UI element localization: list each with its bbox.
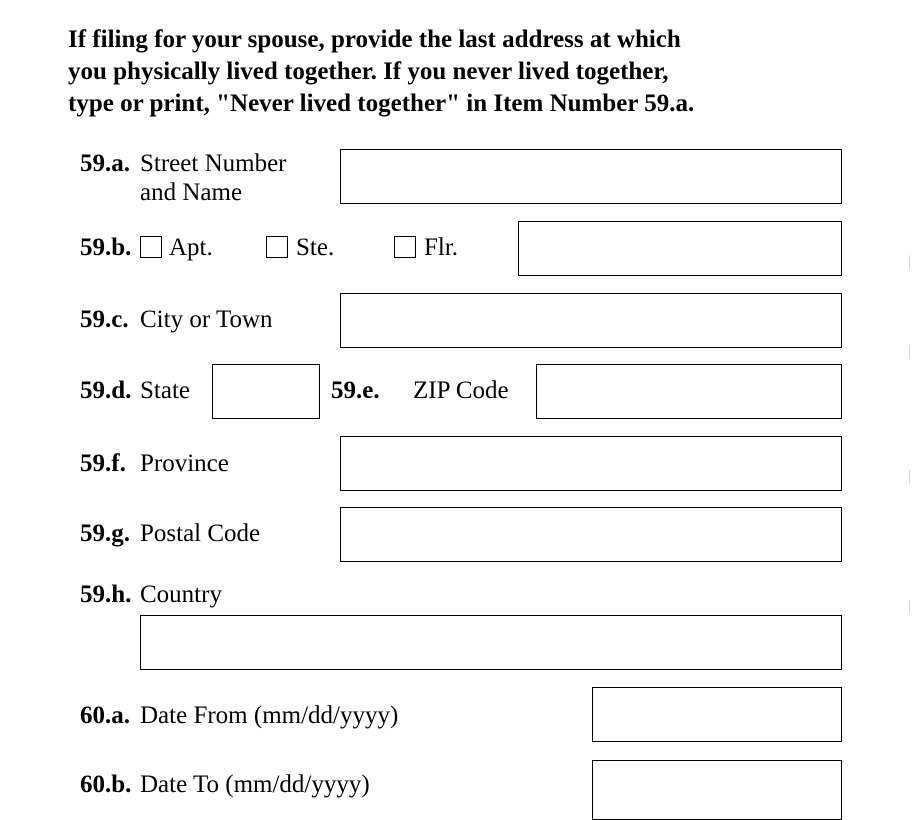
margin-tick bbox=[909, 345, 910, 359]
apt-checkbox[interactable] bbox=[140, 236, 162, 258]
province-input[interactable] bbox=[340, 436, 842, 491]
country-input[interactable] bbox=[140, 615, 842, 670]
date-to-label: Date To (mm/dd/yyyy) bbox=[140, 771, 370, 798]
margin-tick bbox=[909, 255, 910, 269]
item-59b-number: 59.b. bbox=[80, 234, 132, 261]
postal-code-label: Postal Code bbox=[140, 520, 261, 547]
province-label: Province bbox=[140, 450, 229, 477]
unit-number-input[interactable] bbox=[518, 221, 842, 276]
item-60a-number: 60.a. bbox=[80, 702, 130, 729]
street-input[interactable] bbox=[340, 149, 842, 204]
item-59h-number: 59.h. bbox=[80, 581, 132, 608]
city-input[interactable] bbox=[340, 293, 842, 348]
date-from-label: Date From (mm/dd/yyyy) bbox=[140, 702, 399, 729]
instructions bbox=[68, 24, 868, 120]
state-input[interactable] bbox=[212, 364, 320, 419]
item-59a-number: 59.a. bbox=[80, 150, 130, 177]
country-label: Country bbox=[140, 581, 222, 608]
apt-label: Apt. bbox=[169, 234, 213, 261]
date-to-input[interactable] bbox=[592, 760, 842, 820]
postal-code-input[interactable] bbox=[340, 507, 842, 562]
item-59c-number: 59.c. bbox=[80, 306, 129, 333]
date-from-input[interactable] bbox=[592, 687, 842, 742]
item-59e-number: 59.e. bbox=[331, 377, 380, 404]
item-60b-number: 60.b. bbox=[80, 771, 132, 798]
item-59d-number: 59.d. bbox=[80, 377, 132, 404]
instruction-line-3: type or print, "Never lived together" in Item Number 59.a. bbox=[68, 90, 695, 117]
state-label: State bbox=[140, 377, 190, 404]
city-label: City or Town bbox=[140, 306, 273, 333]
margin-tick bbox=[909, 470, 910, 484]
instruction-line-1: If filing for your spouse, provide the last address at which bbox=[68, 26, 681, 53]
ste-label: Ste. bbox=[296, 234, 335, 261]
flr-label: Flr. bbox=[424, 234, 459, 261]
zip-input[interactable] bbox=[536, 364, 842, 419]
item-59f-number: 59.f. bbox=[80, 450, 126, 477]
item-59g-number: 59.g. bbox=[80, 520, 130, 547]
zip-label: ZIP Code bbox=[413, 377, 509, 404]
instruction-line-2: you physically lived together. If you never lived together, bbox=[68, 58, 669, 85]
ste-checkbox[interactable] bbox=[266, 236, 288, 258]
margin-tick bbox=[909, 600, 910, 614]
street-label-line1: Street Number bbox=[140, 150, 287, 177]
flr-checkbox[interactable] bbox=[394, 236, 416, 258]
street-label-line2: and Name bbox=[140, 179, 243, 206]
